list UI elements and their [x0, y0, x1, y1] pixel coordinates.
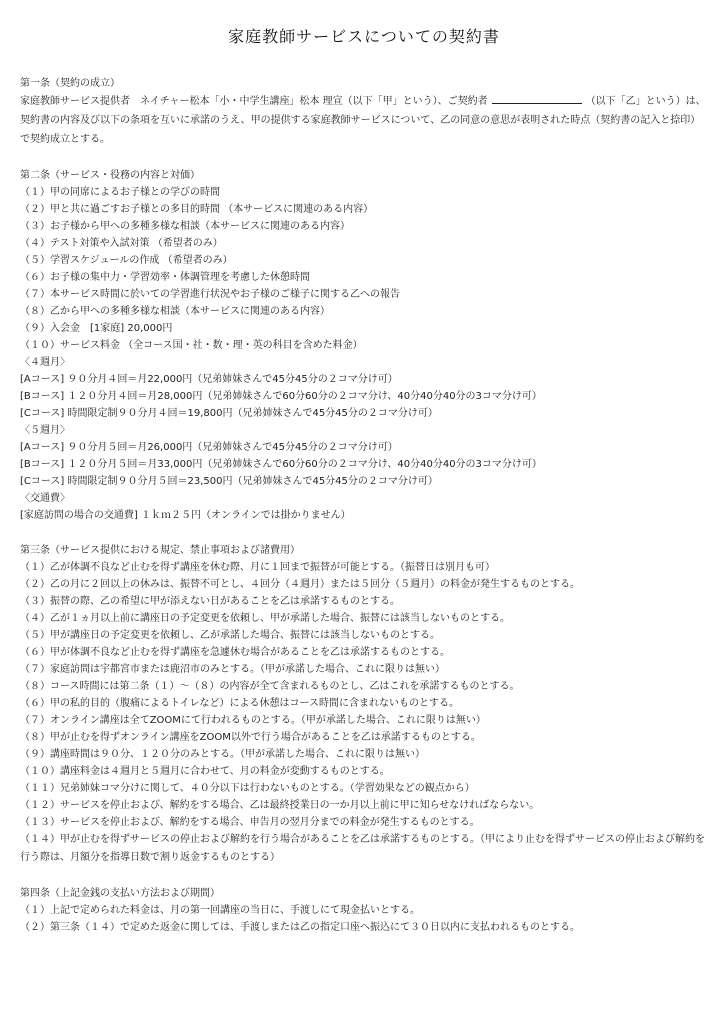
- list-item: （６）甲の私的目的（腹痛によるトイレなど）による休憩はコース時間に含まれないものとする。: [20, 698, 459, 709]
- list-item: （５）学習スケジュールの作成 （希望者のみ）: [20, 255, 233, 266]
- list-item: （１）甲の同席によるお子様との学びの時間: [20, 187, 220, 198]
- list-item: （７）家庭訪問は宇都宮市または鹿沼市のみとする。（甲が承諾した場合、これに限りは無い）: [20, 664, 445, 675]
- contractor-name-blank: [492, 93, 582, 104]
- list-item: （７）本サービス時間に於いての学習進行状況やお子様のご様子に関する乙への報告: [20, 289, 400, 300]
- list-item: 〈交通費〉: [20, 493, 70, 504]
- list-item: （１１）兄弟姉妹コマ分けに関して、４０分以下は行わないものとする。（学習効果などの観点から）: [20, 783, 475, 794]
- list-item-last: （１４）甲が止むを得ずサービスの停止および解約を行う場合があることを乙は承諾するものとする。（甲により止むを得ずサービスの停止および解約を行う際は、月額分を指導日数で割り返金するものとする）: [20, 834, 705, 863]
- article-3: [20, 542, 708, 867]
- list-item: （８）コース時間には第二条（１）～（８）の内容が全て含まれるものとし、乙はこれを承諾するものとする。: [20, 681, 520, 692]
- list-item: （５）甲が講座日の予定変更を依頼し、乙が承諾した場合、振替には該当しないものとする。: [20, 630, 440, 641]
- list-item: （７）オンライン講座は全てZOOMにて行われるものとする。（甲が承諾した場合、これに限りは無い）: [20, 715, 486, 726]
- list-item: [家庭訪問の場合の交通費] １ｋｍ２５円（オンラインでは掛かりません）: [20, 510, 351, 521]
- article-3-heading: 第三条（サービス提供における規定、禁止事項および諸費用）: [20, 545, 300, 556]
- list-item: （４）乙が１ヵ月以上前に講座日の予定変更を依頼し、甲が承諾した場合、振替には該当しないものとする。: [20, 613, 510, 624]
- list-item: （９）入会金 [1家庭] 20,000円: [20, 323, 173, 334]
- list-item: （１３）サービスを停止および、解約をする場合、申告月の翌月分までの料金が発生するものとする。: [20, 817, 480, 828]
- list-item: （１２）サービスを停止および、解約をする場合、乙は最終授業日の一か月以上前に甲に知らせなければならない。: [20, 800, 540, 811]
- list-item: （３）振替の際、乙の希望に甲が添えない日があることを乙は承諾するものとする。: [20, 596, 400, 607]
- article-1-text-b: （以下「乙」という）は、契約書の内容及び以下の条項を互いに承諾のうえ、甲の提供する家庭教師サービスについて、乙の同意の意思が表明された時点（契約書の記入と捺印）で契約成立とする。: [20, 96, 706, 145]
- list-item: （３）お子様から甲への多種多様な相談（本サービスに関連のある内容）: [20, 221, 350, 232]
- list-item: [Bコース] １２０分月４回＝月28,000円（兄弟姉妹さんで60分60分の２コマ分け、40分40分40分の3コマ分け可）: [20, 391, 542, 402]
- list-item: 〈５週月〉: [20, 425, 70, 436]
- list-item: （１０）講座料金は４週月と５週月に合わせて、月の料金が変動するものとする。: [20, 766, 390, 777]
- list-item: （９）講座時間は９０分、１２０分のみとする。（甲が承諾した場合、これに限りは無い）: [20, 749, 425, 760]
- article-4-heading: 第四条（上記金銭の支払い方法および期間）: [20, 888, 220, 899]
- article-1: [20, 75, 708, 149]
- list-item: （１）乙が体調不良など止むを得ず講座を休む際、月に１回まで振替が可能とする。（振替日は別月も可）: [20, 562, 495, 573]
- list-item: （４）テスト対策や入試対策 （希望者のみ）: [20, 238, 223, 249]
- article-2: [20, 167, 708, 524]
- list-item: 〈４週月〉: [20, 357, 70, 368]
- list-item: （１０）サービス料金 （全コース国・社・数・理・英の科目を含めた料金）: [20, 340, 363, 351]
- document-title: 家庭教師サービスについての契約書: [228, 27, 500, 46]
- list-item: [Aコース] ９０分月４回＝月22,000円（兄弟姉妹さんで45分45分の２コマ分け可）: [20, 374, 398, 385]
- list-item: （２）第三条（１４）で定めた返金に関しては、手渡しまたは乙の指定口座へ振込にて３０日以内に支払われるものとする。: [20, 922, 580, 933]
- article-2-heading: 第二条（サービス・役務の内容と対価）: [20, 170, 200, 181]
- list-item: [Bコース] １２０分月５回＝月33,000円（兄弟姉妹さんで60分60分の２コマ分け、40分40分40分の3コマ分け可）: [20, 459, 542, 470]
- article-1-text-a: 家庭教師サービス提供者 ネイチャー松本「小・中学生講座」松本 理宣（以下「甲」という）、ご契約者: [20, 96, 488, 107]
- list-item: （１）上記で定められた料金は、月の第一回講座の当日に、手渡しにて現金払いとする。: [20, 905, 420, 916]
- list-item: （６）お子様の集中力・学習効率・体調管理を考慮した休憩時間: [20, 272, 310, 283]
- list-item: [Cコース] 時間限定制９０分月５回＝23,500円（兄弟姉妹さんで45分45分の２コマ分け可）: [20, 476, 438, 487]
- article-1-heading: 第一条（契約の成立）: [20, 78, 120, 89]
- list-item: （８）甲が止むを得ずオンライン講座をZOOM以外で行う場合があることを乙は承諾するものとする。: [20, 732, 481, 743]
- list-item: （６）甲が体調不良など止むを得ず講座を急遽休む場合があることを乙は承諾するものとする。: [20, 647, 450, 658]
- article-1-body: [20, 92, 708, 149]
- article-4: [20, 885, 708, 936]
- list-item: （２）甲と共に過ごすお子様との多目的時間 （本サービスに関連のある内容）: [20, 204, 374, 215]
- list-item: [Cコース] 時間限定制９０分月４回＝19,800円（兄弟姉妹さんで45分45分の２コマ分け可）: [20, 408, 438, 419]
- list-item: （８）乙から甲への多種多様な相談（本サービスに関連のある内容）: [20, 306, 330, 317]
- list-item: [Aコース] ９０分月５回＝月26,000円（兄弟姉妹さんで45分45分の２コマ分け可）: [20, 442, 398, 453]
- list-item: （２）乙の月に２回以上の休みは、振替不可とし、４回分（４週月）または５回分（５週月）の料金が発生するものとする。: [20, 579, 580, 590]
